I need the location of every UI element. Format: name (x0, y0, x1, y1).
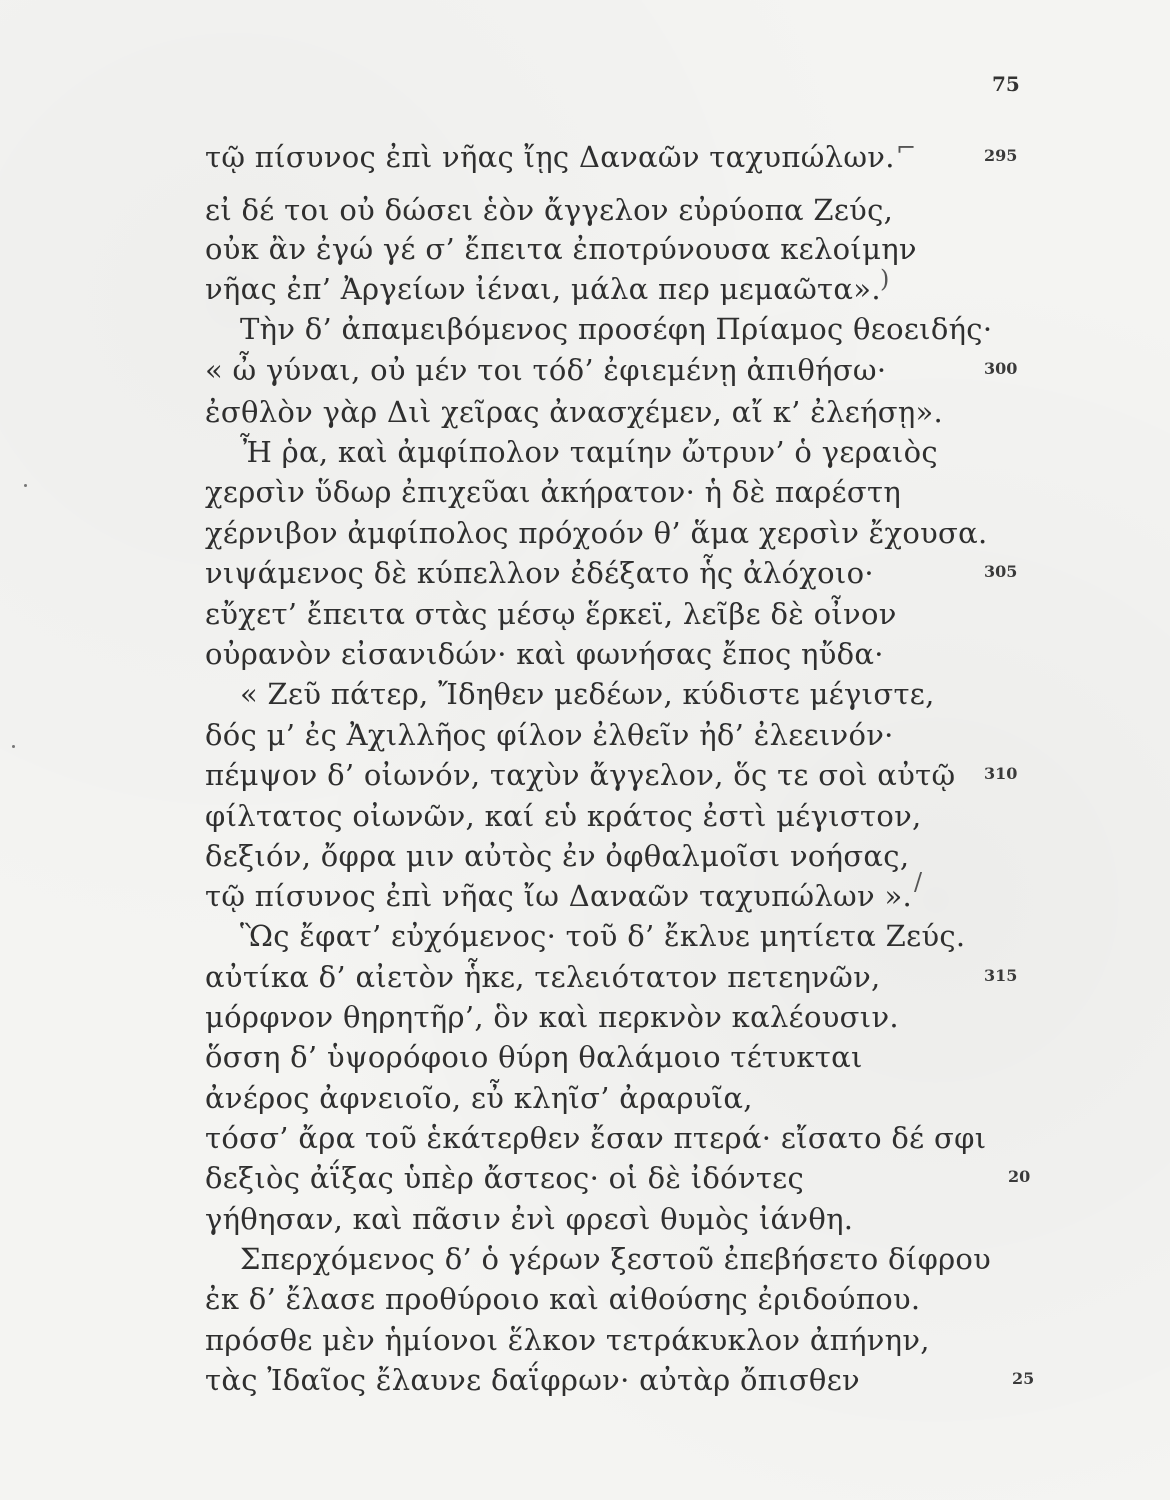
verse-text: τὰς Ἰδαῖος ἔλαυνε δαΐφρων· αὐτὰρ ὄπισθεν (205, 1363, 860, 1397)
verse-text: τῷ πίσυνος ἐπὶ νῆας ἴῃς Δαναῶν ταχυπώλων. (205, 140, 895, 174)
verse-text: τῷ πίσυνος ἐπὶ νῆας ἴω Δαναῶν ταχυπώλων ». (205, 879, 913, 913)
verse-line (0, 997, 1170, 1037)
verse-text: Ὣς ἔφατ’ εὐχόμενος· τοῦ δ’ ἔκλυε μητίετα Ζεύς. (240, 919, 966, 953)
verse-text: δεξιόν, ὄφρα μιν αὐτὸς ἐν ὀφθαλμοῖσι νοήσας, (205, 839, 910, 873)
verse-line (0, 957, 1170, 997)
verse-line (0, 1078, 1170, 1118)
verse-line (0, 876, 1170, 916)
verse-text: εἰ δέ τοι οὐ δώσει ἑὸν ἄγγελον εὐρύοπα Ζεύς, (205, 193, 894, 227)
verse-line (0, 796, 1170, 836)
verse-text: χέρνιβον ἀμφίπολος πρόχοόν θ’ ἅμα χερσὶν ἔχουσα. (205, 516, 988, 550)
line-number: 315 (984, 966, 1018, 985)
verse-text: δεξιὸς ἀΐξας ὑπὲρ ἄστεος· οἱ δὲ ἰδόντες (205, 1161, 805, 1195)
verse-line (0, 1360, 1170, 1400)
verse-text: φίλτατος οἰωνῶν, καί εὑ κράτος ἐστὶ μέγιστον, (205, 799, 922, 833)
verse-line (0, 1037, 1170, 1077)
verse-line (0, 1239, 1170, 1279)
verse-text: « ὦ γύναι, οὐ μέν τοι τόδ’ ἐφιεμένῃ ἀπιθήσω· (205, 353, 887, 387)
verse-text: ἐσθλὸν γὰρ Διὶ χεῖρας ἀνασχέμεν, αἴ κ’ ἐλεήσῃ». (205, 395, 944, 429)
line-number: 25 (1012, 1369, 1035, 1388)
verse-text: ὅσση δ’ ὑψορόφοιο θύρη θαλάμοιο τέτυκται (205, 1040, 863, 1074)
verse-text: Ἦ ῥα, καὶ ἀμφίπολον ταμίην ὤτρυν’ ὁ γεραιὸς (240, 435, 938, 469)
verse-line (0, 1279, 1170, 1319)
verse-line (0, 229, 1170, 269)
verse-line (0, 1199, 1170, 1239)
verse-line (0, 1118, 1170, 1158)
verse-line (0, 594, 1170, 634)
check-mark: / (914, 868, 923, 896)
verse-line (0, 309, 1170, 349)
verse-line (0, 553, 1170, 593)
line-number: 300 (984, 359, 1018, 378)
line-number: 305 (984, 562, 1018, 581)
verse-line (0, 1158, 1170, 1198)
verse-line (0, 350, 1170, 390)
line-number: 310 (984, 764, 1018, 783)
verse-text: νιψάμενος δὲ κύπελλον ἐδέξατο ἧς ἀλόχοιο· (205, 556, 874, 590)
verse-line (0, 513, 1170, 553)
verse-text: γήθησαν, καὶ πᾶσιν ἐνὶ φρεσὶ θυμὸς ἰάνθη. (205, 1202, 854, 1236)
verse-text: νῆας ἐπ’ Ἀργείων ἰέναι, μάλα περ μεμαῶτα». (205, 272, 881, 306)
verse-line (0, 674, 1170, 714)
verse-line (0, 1320, 1170, 1360)
verse-line (0, 916, 1170, 956)
verse-text: ἐκ δ’ ἔλασε προθύροιο καὶ αἰθούσης ἐριδούπου. (205, 1282, 921, 1316)
verse-text: αὐτίκα δ’ αἰετὸν ἧκε, τελειότατον πετεηνῶν, (205, 960, 881, 994)
line-number: 295 (984, 146, 1018, 165)
verse-text: δός μ’ ἐς Ἀχιλλῆος φίλον ἐλθεῖν ἠδ’ ἐλεεινόν· (205, 718, 894, 752)
verse-line (0, 190, 1170, 230)
verse-text: Σπερχόμενος δ’ ὁ γέρων ξεστοῦ ἐπεβήσετο δίφρου (240, 1242, 992, 1276)
verse-text: Τὴν δ’ ἀπαμειβόμενος προσέφη Πρίαμος θεοειδής· (240, 312, 993, 346)
page-number: 75 (992, 72, 1020, 96)
verse-text: πέμψον δ’ οἰωνόν, ταχὺν ἄγγελον, ὅς τε σοὶ αὐτῷ (205, 758, 956, 792)
verse-text: εὔχετ’ ἔπειτα στὰς μέσῳ ἕρκεϊ, λεῖβε δὲ οἶνον (205, 597, 897, 631)
line-number: 20 (1008, 1167, 1031, 1186)
speck (12, 745, 15, 748)
pencil-mark: ⌐ (896, 134, 917, 162)
verse-text: τόσσ’ ἄρα τοῦ ἑκάτερθεν ἔσαν πτερά· εἴσατο δέ σφι (205, 1121, 987, 1155)
verse-line (0, 472, 1170, 512)
verse-text: μόρφνον θηρητῆρ’, ὃν καὶ περκνὸν καλέουσιν. (205, 1000, 899, 1034)
verse-line (0, 392, 1170, 432)
verse-line (0, 134, 1170, 177)
bracket-mark: ) (880, 265, 890, 293)
verse-text: ἀνέρος ἀφνειοῖο, εὖ κληῖσ’ ἀραρυῖα, (205, 1081, 753, 1115)
verse-line (0, 836, 1170, 876)
verse-line (0, 634, 1170, 674)
verse-line (0, 715, 1170, 755)
verse-text: οὐρανὸν εἰσανιδών· καὶ φωνήσας ἔπος ηὔδα· (205, 637, 884, 671)
verse-line (0, 755, 1170, 795)
verse-line (0, 265, 1170, 309)
verse-text: οὐκ ἂν ἐγώ γέ σ’ ἔπειτα ἐποτρύνουσα κελοίμην (205, 232, 917, 266)
verse-text: « Ζεῦ πάτερ, Ἴδηθεν μεδέων, κύδιστε μέγιστε, (240, 677, 935, 711)
verse-text: πρόσθε μὲν ἡμίονοι ἕλκον τετράκυκλον ἀπήνην, (205, 1323, 930, 1357)
verse-line (0, 432, 1170, 472)
verse-text: χερσὶν ὕδωρ ἐπιχεῦαι ἀκήρατον· ἡ δὲ παρέστη (205, 475, 901, 509)
speck (24, 484, 27, 487)
